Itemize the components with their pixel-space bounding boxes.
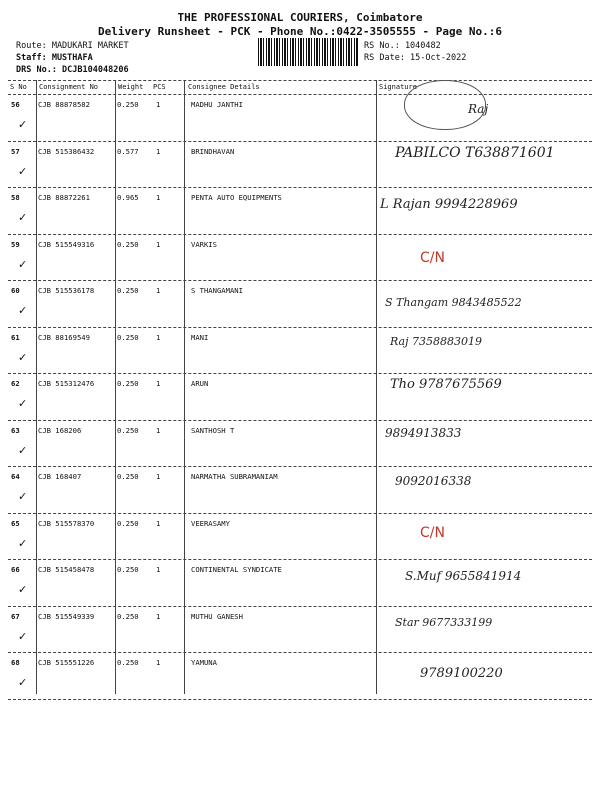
- signature-handwriting: 9789100220: [420, 666, 503, 681]
- col-sno: S No: [10, 83, 27, 91]
- table-row: [0, 468, 600, 514]
- row-sno: 59: [11, 239, 20, 249]
- row-sno: 56: [11, 100, 20, 109]
- consignee-name: MUTHU GANESH: [191, 611, 243, 621]
- consignment-number: CJB 88169549: [38, 332, 90, 342]
- signature-handwriting: 9894913833: [385, 425, 462, 440]
- consignment-number: CJB 515536178: [38, 286, 95, 295]
- row-sno: 65: [11, 518, 20, 528]
- tick-mark: ✓: [18, 629, 28, 643]
- row-sno: 62: [11, 379, 20, 388]
- pcs-value: 1: [156, 239, 161, 249]
- signature-handwriting: C/N: [420, 249, 445, 266]
- tick-mark: ✓: [18, 536, 28, 550]
- consignee-name: ARUN: [191, 379, 209, 388]
- table-row: [0, 143, 600, 189]
- weight-value: 0.250: [117, 332, 139, 342]
- table-row: [0, 96, 600, 142]
- pcs-value: 1: [156, 658, 161, 667]
- consignment-number: CJB 88872261: [38, 193, 90, 202]
- route-label: Route: MADUKARI MARKET: [16, 41, 129, 51]
- signature-handwriting: Star 9677333199: [395, 615, 493, 629]
- consignment-number: CJB 515458478: [38, 565, 95, 574]
- col-signature: Signature: [379, 83, 417, 91]
- consignee-name: S THANGAMANI: [191, 286, 243, 295]
- row-sno: 57: [11, 146, 20, 156]
- table-row: [0, 515, 600, 561]
- pcs-value: 1: [156, 379, 161, 388]
- pcs-value: 1: [156, 332, 161, 342]
- consignee-name: MANI: [191, 332, 209, 342]
- pcs-value: 1: [156, 146, 161, 156]
- consignee-name: VARKIS: [191, 239, 217, 249]
- tick-mark: ✓: [18, 583, 28, 596]
- table-row: [0, 608, 600, 654]
- consignment-number: CJB 515578370: [38, 518, 95, 528]
- weight-value: 0.577: [117, 146, 139, 156]
- row-sno: 61: [11, 332, 20, 342]
- consignee-name: CONTINENTAL SYNDICATE: [191, 565, 282, 574]
- company-title: THE PROFESSIONAL COURIERS, Coimbatore: [177, 11, 423, 24]
- tick-mark: ✓: [18, 397, 28, 410]
- row-sno: 60: [11, 286, 20, 295]
- rs-number: RS No.: 1040482: [364, 41, 441, 51]
- consignment-number: CJB 168206: [38, 425, 82, 435]
- consignee-name: YAMUNA: [191, 658, 217, 667]
- signature-handwriting: Raj: [468, 102, 489, 116]
- consignee-name: VEERASAMY: [191, 518, 230, 528]
- consignment-number: CJB 515549339: [38, 611, 95, 621]
- consignment-number: CJB 515549316: [38, 239, 95, 249]
- tick-mark: ✓: [18, 676, 28, 689]
- pcs-value: 1: [156, 611, 161, 621]
- pcs-value: 1: [156, 193, 161, 202]
- consignment-number: CJB 515551226: [38, 658, 95, 667]
- row-sno: 67: [11, 611, 20, 621]
- consignee-name: NARMATHA SUBRAMANIAM: [191, 472, 278, 481]
- row-sno: 66: [11, 565, 20, 574]
- col-pcs: PCS: [153, 83, 166, 91]
- tick-mark: ✓: [18, 118, 28, 131]
- table-row: [0, 654, 600, 700]
- consignee-name: PENTA AUTO EQUIPMENTS: [191, 193, 282, 202]
- row-sno: 63: [11, 425, 20, 435]
- weight-value: 0.250: [117, 658, 139, 667]
- pcs-value: 1: [156, 100, 161, 109]
- signature-handwriting: S Thangam 9843485522: [385, 296, 522, 309]
- table-row: [0, 375, 600, 421]
- tick-mark: ✓: [18, 350, 28, 364]
- table-row: [0, 189, 600, 235]
- weight-value: 0.250: [117, 425, 139, 435]
- runsheet-subtitle: Delivery Runsheet - PCK - Phone No.:0422-3505555 - Page No.:6: [98, 25, 502, 38]
- signature-handwriting: 9092016338: [395, 474, 472, 488]
- signature-handwriting: Raj 7358883019: [390, 334, 482, 348]
- tick-mark: ✓: [18, 443, 28, 457]
- rs-date: RS Date: 15-Oct-2022: [364, 53, 467, 63]
- col-consignee: Consignee Details: [188, 83, 260, 91]
- pcs-value: 1: [156, 286, 161, 295]
- table-row: [0, 282, 600, 328]
- consignee-name: SANTHOSH T: [191, 425, 235, 435]
- table-row: [0, 422, 600, 468]
- weight-value: 0.250: [117, 565, 139, 574]
- staff-label: Staff: MUSTHAFA: [16, 53, 93, 63]
- weight-value: 0.250: [117, 379, 139, 388]
- pcs-value: 1: [156, 518, 161, 528]
- row-sno: 58: [11, 193, 20, 202]
- weight-value: 0.250: [117, 239, 139, 249]
- row-sno: 64: [11, 472, 20, 481]
- tick-mark: ✓: [18, 490, 28, 503]
- table-row: [0, 329, 600, 375]
- weight-value: 0.250: [117, 472, 139, 481]
- drs-number: DRS No.: DCJB104048206: [16, 65, 129, 75]
- col-consignment: Consignment No: [39, 83, 99, 91]
- pcs-value: 1: [156, 472, 161, 481]
- consignment-number: CJB 168407: [38, 472, 82, 481]
- signature-handwriting: PABILCO T638871601: [395, 144, 555, 161]
- weight-value: 0.250: [117, 518, 139, 528]
- pcs-value: 1: [156, 425, 161, 435]
- pcs-value: 1: [156, 565, 161, 574]
- signature-handwriting: L Rajan 9994228969: [380, 197, 518, 212]
- weight-value: 0.250: [117, 611, 139, 621]
- tick-mark: ✓: [18, 257, 28, 271]
- barcode: [258, 38, 358, 66]
- table-row: [0, 236, 600, 282]
- consignment-number: CJB 88878582: [38, 100, 90, 109]
- tick-mark: ✓: [18, 211, 28, 224]
- signature-handwriting: C/N: [420, 524, 445, 541]
- tick-mark: ✓: [18, 304, 28, 317]
- table-row: [0, 561, 600, 607]
- tick-mark: ✓: [18, 164, 28, 178]
- weight-value: 0.965: [117, 193, 139, 202]
- consignment-number: CJB 515386432: [38, 146, 95, 156]
- weight-value: 0.250: [117, 286, 139, 295]
- col-weight: Weight: [118, 83, 144, 91]
- row-sno: 68: [11, 658, 20, 667]
- consignee-name: BRINDHAVAN: [191, 146, 235, 156]
- consignee-name: MADHU JANTHI: [191, 100, 243, 109]
- signature-handwriting: S.Muf 9655841914: [405, 569, 522, 583]
- weight-value: 0.250: [117, 100, 139, 109]
- signature-handwriting: Tho 9787675569: [390, 377, 502, 392]
- consignment-number: CJB 515312476: [38, 379, 95, 388]
